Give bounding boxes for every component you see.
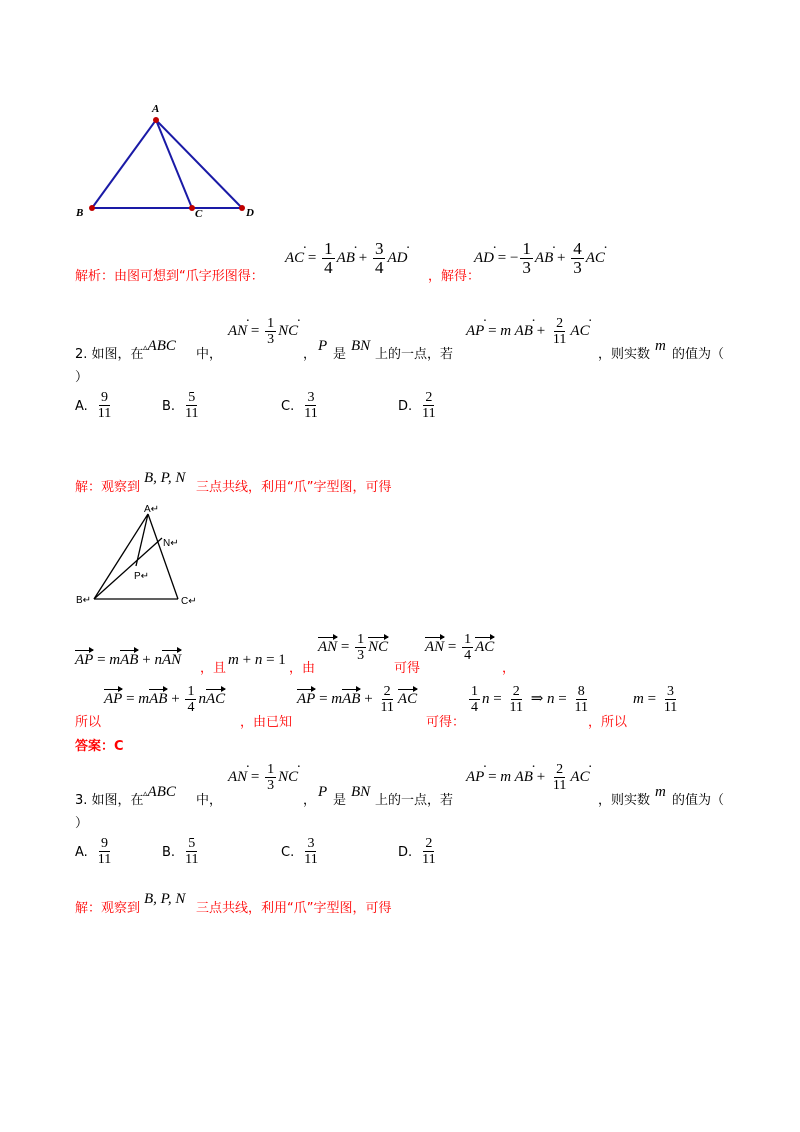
q2-on-text: 上的一点，若 xyxy=(375,347,454,362)
sol2-eq-sum: m + n = 1 xyxy=(228,652,286,668)
sol2-qie: ，且 xyxy=(200,661,227,676)
sol2-eq-ap-combination: AP = mAB + nAN xyxy=(75,652,182,668)
q3-number: 3. 如图，在 xyxy=(75,793,144,808)
q3-triangle: ▵ABC xyxy=(143,784,176,800)
q3-option-b[interactable]: B. $\frac{5}{11}$ xyxy=(162,836,199,867)
sol2-suoyi: 所以 xyxy=(75,715,102,730)
sol2-eq-an-ac: AN = $\frac{1}{4}$ AC xyxy=(425,632,495,663)
analysis-1-equation-2: AD · = − $\frac{1}{3}$ AB · + $\frac{4}{3}$ AC · xyxy=(474,240,605,277)
q2-option-d[interactable]: D. $\frac{2}{11}$ xyxy=(398,390,436,421)
q2-point-p: P xyxy=(318,338,328,354)
fig2-label-p: P↵ xyxy=(134,571,150,582)
triangle-figure-1 xyxy=(70,98,270,223)
sol2-eq-an-nc: AN = $\frac{1}{3}$ NC xyxy=(318,632,389,663)
sol3-intro-prefix: 解：观察到 xyxy=(75,901,141,916)
sol2-intro-prefix: 解：观察到 xyxy=(75,480,141,495)
point-label-c: C xyxy=(195,208,203,220)
analysis-1-equation-1: AC · = $\frac{1}{4}$ AB · + $\frac{3}{4}$ AD · xyxy=(285,240,407,277)
sol2-youyizhi: ，由已知 xyxy=(240,715,293,730)
point-label-a: A xyxy=(152,103,160,115)
sol2-intro-suffix: 三点共线，利用“爪”字型图，可得 xyxy=(196,480,392,495)
point-label-b: B xyxy=(76,207,84,219)
sol2-eq-substituted: AP = mAB + $\frac{1}{4}$ nAC xyxy=(104,684,226,715)
fig2-label-n: N↵ xyxy=(163,538,179,549)
q2-option-b[interactable]: B. $\frac{5}{11}$ xyxy=(162,390,199,421)
sol3-intro-suffix: 三点共线，利用“爪”字型图，可得 xyxy=(196,901,392,916)
q2-given-equation: AN · = $\frac{1}{3}$ NC · xyxy=(228,316,298,347)
sol2-you: ，由 xyxy=(289,661,316,676)
q2-tail: ，则实数 xyxy=(598,347,651,362)
q2-option-c[interactable]: C. $\frac{3}{11}$ xyxy=(281,390,318,421)
analysis-1-text: 解析：由图可想到“爪字形图得： xyxy=(75,269,264,284)
q3-option-c[interactable]: C. $\frac{3}{11}$ xyxy=(281,836,318,867)
q3-given-equation: AN · = $\frac{1}{3}$ NC · xyxy=(228,762,298,793)
point-label-d: D xyxy=(246,207,254,219)
fig2-label-b: B↵ xyxy=(76,595,92,606)
q2-m: m xyxy=(655,338,666,354)
q3-on-text: 上的一点，若 xyxy=(375,793,454,808)
q3-segment-bn: BN xyxy=(351,784,371,800)
q2-is-on: 是 xyxy=(333,347,347,362)
sol2-points: B, P, N xyxy=(144,470,186,486)
q2-condition-equation: AP · = m AB · + $\frac{2}{11}$ AC · xyxy=(466,316,590,347)
sol2-suoyi2: ，所以 xyxy=(588,715,628,730)
q3-tail: ，则实数 xyxy=(598,793,651,808)
q3-is-on: 是 xyxy=(333,793,347,808)
q3-condition-equation: AP · = m AB · + $\frac{2}{11}$ AC · xyxy=(466,762,590,793)
sol2-kede: 可得 xyxy=(394,661,421,676)
q2-close: ） xyxy=(75,370,89,385)
q3-m: m xyxy=(655,784,666,800)
sol2-eq-solve-n: $\frac{1}{4}$ n = $\frac{2}{11}$ ⇒ n = $\frac{8}{11}$ xyxy=(471,684,588,715)
q3-option-d[interactable]: D. $\frac{2}{11}$ xyxy=(398,836,436,867)
sol2-eq-m-result: m = $\frac{3}{11}$ xyxy=(633,684,678,715)
analysis-1-solved-label: ，解得： xyxy=(428,269,481,284)
fig2-label-c: C↵ xyxy=(181,596,197,607)
q3-close: ） xyxy=(75,816,89,831)
q2-option-a[interactable]: A. $\frac{9}{11}$ xyxy=(75,390,112,421)
fig2-label-a: A↵ xyxy=(144,504,160,515)
q2-number: 2. 如图，在 xyxy=(75,347,144,362)
sol2-answer: 答案：C xyxy=(75,739,124,754)
q2-segment-bn: BN xyxy=(351,338,371,354)
q2-tail2: 的值为（ xyxy=(672,347,725,362)
q3-zhong: 中， xyxy=(196,793,223,808)
sol2-comma: ， xyxy=(502,661,516,676)
sol3-points: B, P, N xyxy=(144,891,186,907)
q3-point-p: P xyxy=(318,784,328,800)
q3-tail2: 的值为（ xyxy=(672,793,725,808)
sol2-eq-given: AP = mAB + $\frac{2}{11}$ AC xyxy=(297,684,418,715)
sol2-kede2: 可得： xyxy=(426,715,466,730)
triangle-figure-2 xyxy=(70,500,210,610)
q3-option-a[interactable]: A. $\frac{9}{11}$ xyxy=(75,836,112,867)
q2-zhong: 中， xyxy=(196,347,223,362)
q2-triangle: ▵ABC xyxy=(143,338,176,354)
